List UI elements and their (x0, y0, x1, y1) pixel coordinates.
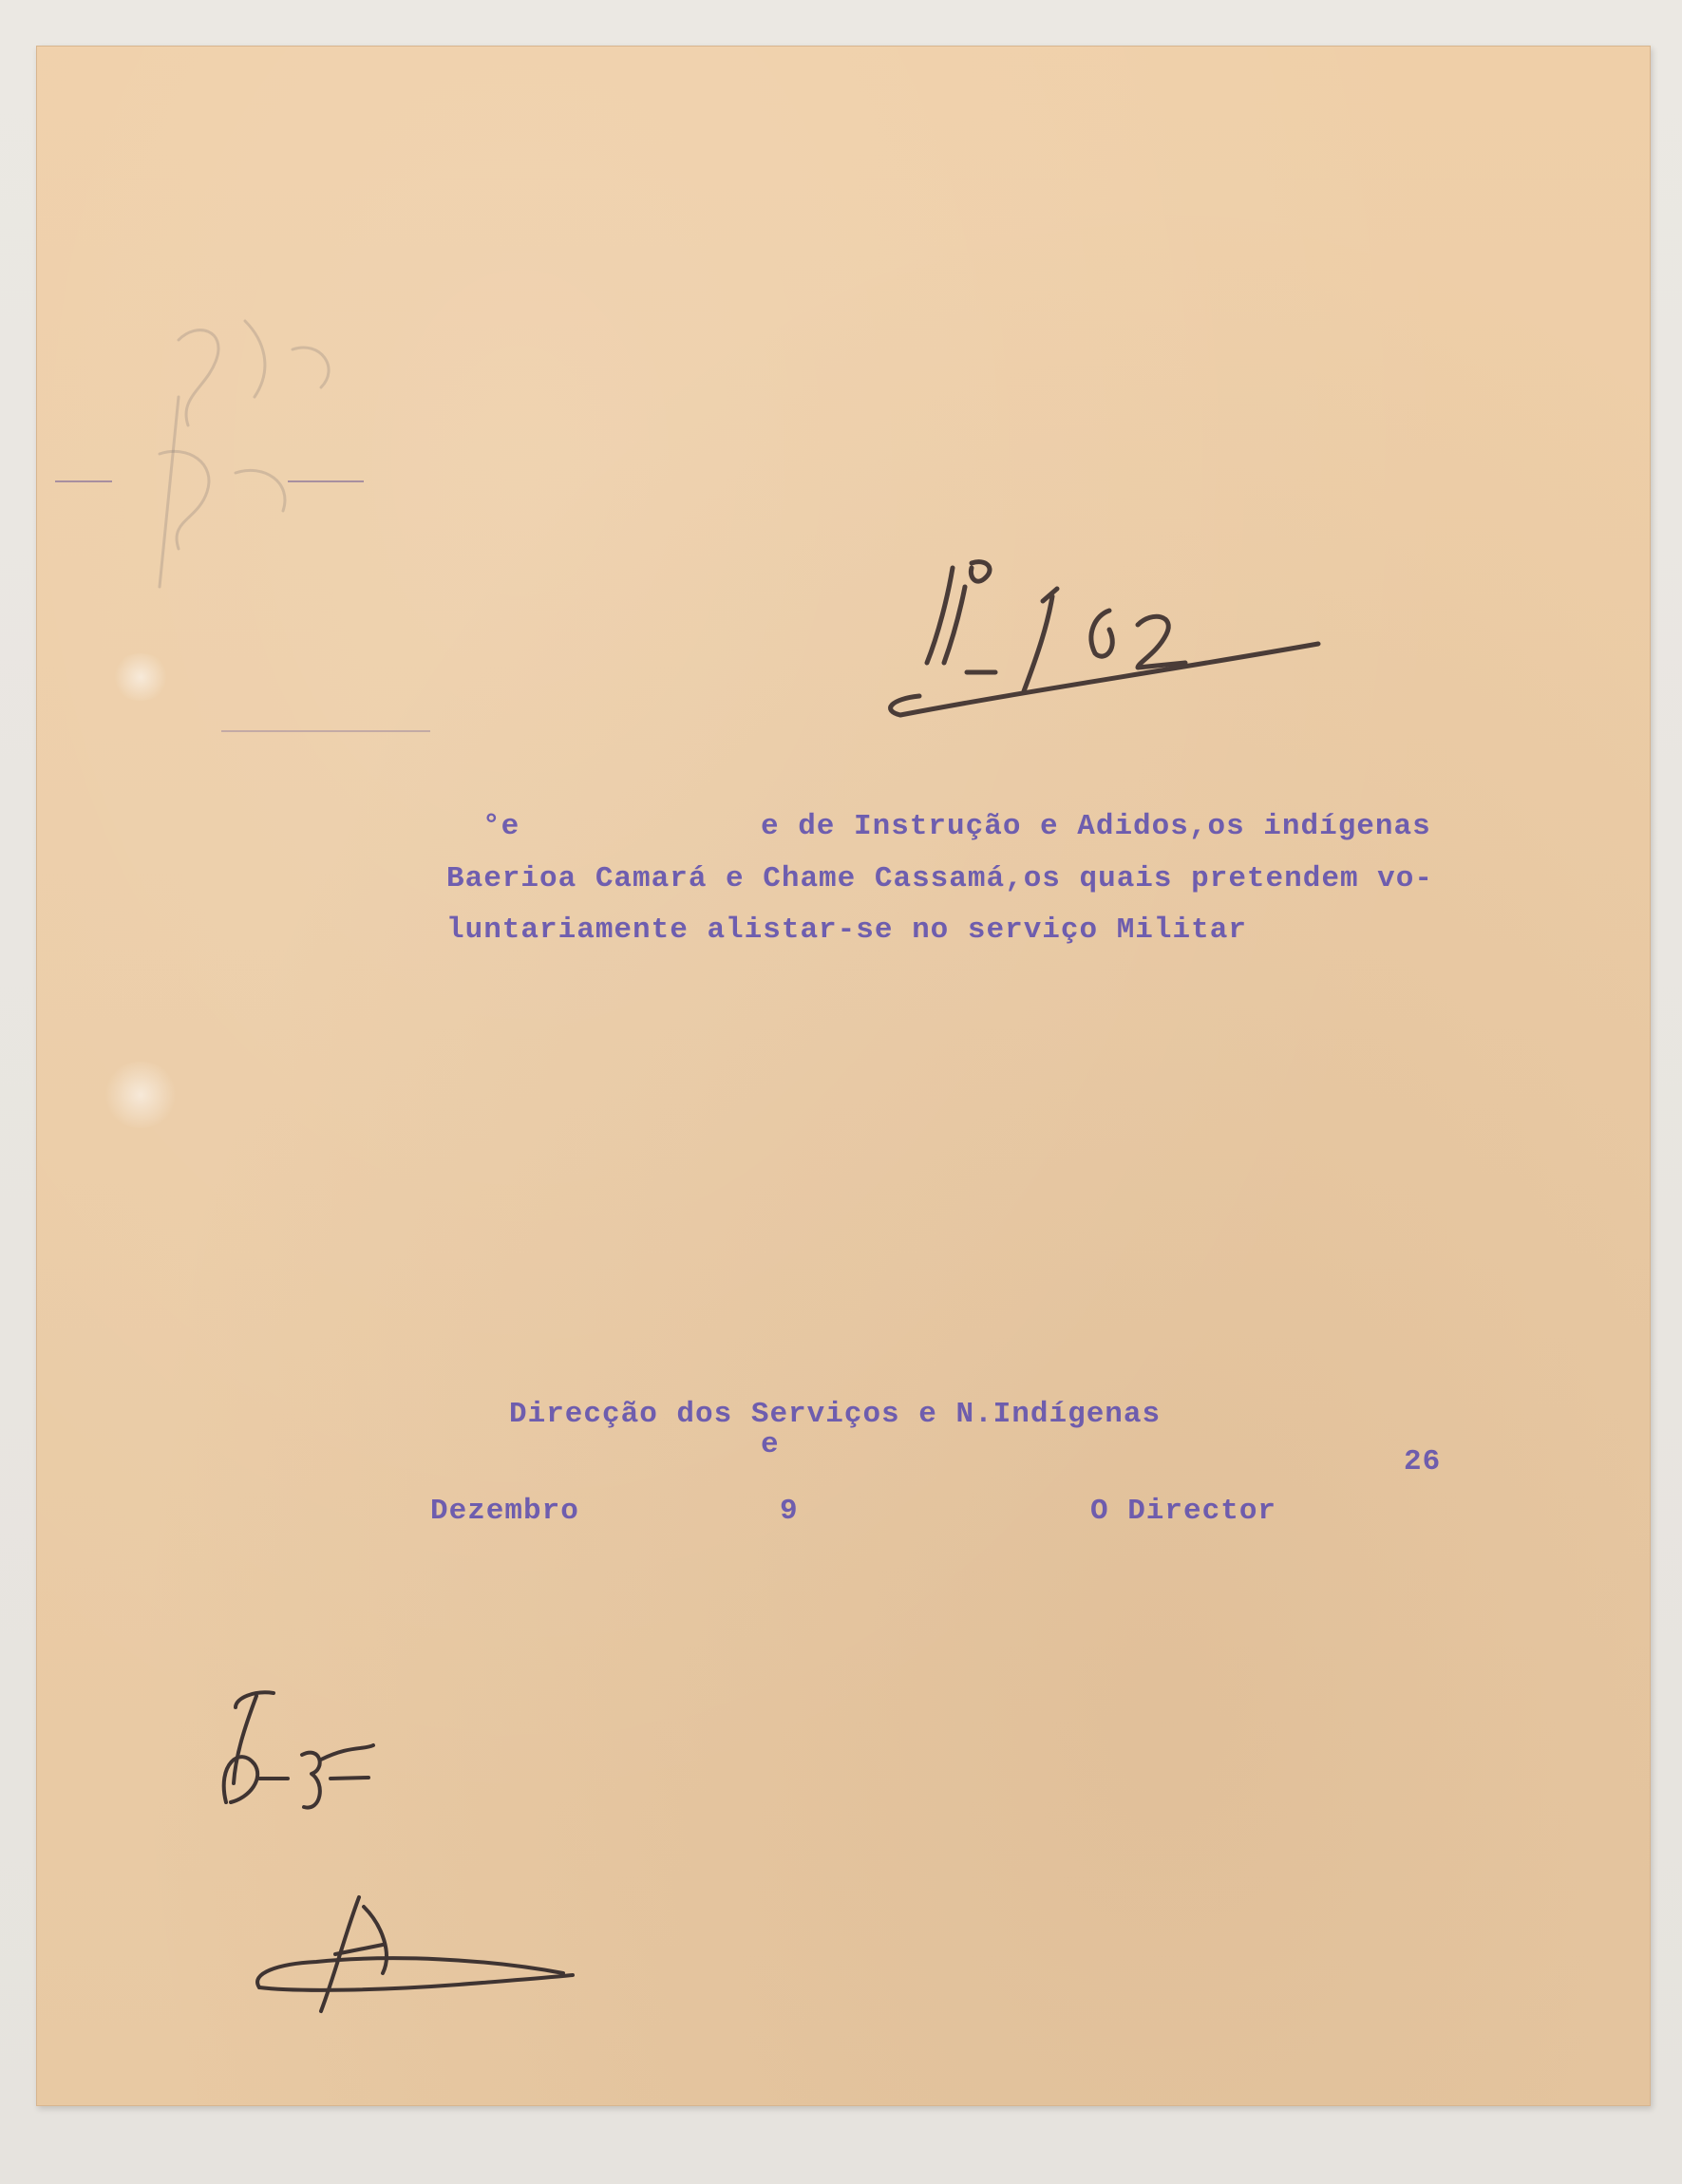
body-line-1: e de Instrução e Adidos,os indígenas (761, 810, 1431, 843)
body-line-2: Baerioa Camará e Chame Cassamá,os quais pretendem vo- (446, 862, 1433, 895)
institution-name: Direcção dos Serviços e N.Indígenas (509, 1398, 1162, 1431)
paper-blemish (112, 653, 169, 701)
institution-mark: e (761, 1428, 780, 1461)
date-day: 9 (780, 1495, 799, 1528)
signatory-title: O Director (1090, 1495, 1277, 1528)
handwritten-flourish (240, 1878, 601, 2021)
paper-blemish (103, 1062, 179, 1128)
body-line-1-start: °e (482, 810, 520, 843)
rule-mark (55, 480, 112, 482)
faded-pencil-marks (122, 283, 425, 606)
handwritten-document-number (853, 530, 1347, 720)
date-month: Dezembro (430, 1495, 579, 1528)
rule-mark (288, 480, 364, 482)
handwritten-initials (198, 1679, 482, 1821)
year-fragment: 26 (1404, 1445, 1442, 1478)
body-line-3: luntariamente alistar-se no serviço Militar (446, 913, 1247, 947)
rule-mark (221, 730, 430, 732)
document-page (36, 46, 1651, 2106)
